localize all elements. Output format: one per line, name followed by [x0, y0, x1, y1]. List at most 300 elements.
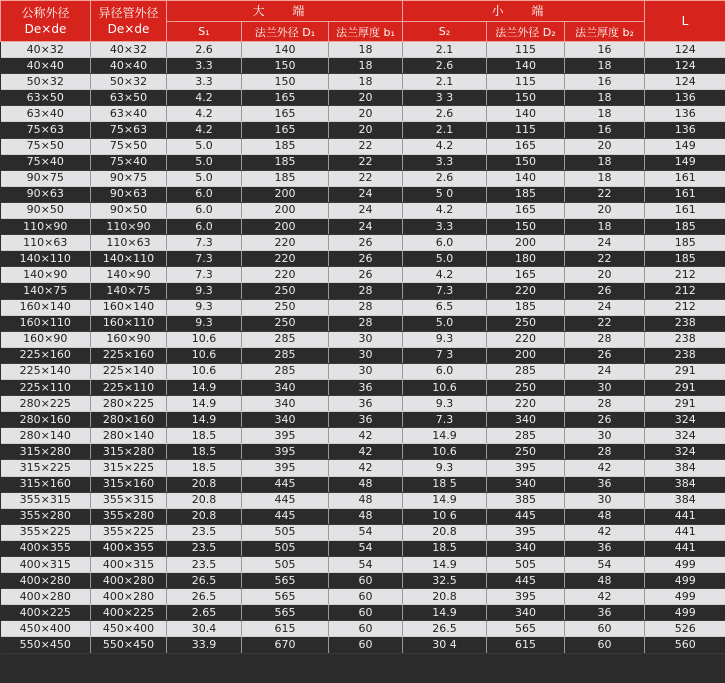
- cell-flange-od-1: 165: [242, 122, 329, 138]
- table-row: [1, 235, 725, 251]
- cell-flange-thk-2: 36: [565, 540, 645, 556]
- cell-flange-od-1: 220: [242, 235, 329, 251]
- cell-length: 291: [645, 363, 725, 379]
- cell-flange-thk-2: 28: [565, 396, 645, 412]
- header-reducer-od-unit: De×de: [107, 22, 150, 36]
- cell-length: 185: [645, 219, 725, 235]
- cell-flange-od-2: 250: [487, 444, 565, 460]
- cell-flange-od-1: 285: [242, 347, 329, 363]
- cell-s1: 5.0: [167, 138, 242, 154]
- cell-flange-thk-2: 42: [565, 524, 645, 540]
- cell-s2: 20.8: [403, 589, 487, 605]
- cell-s1: 30.4: [167, 621, 242, 637]
- cell-flange-od-2: 615: [487, 637, 565, 653]
- table-row: [1, 379, 725, 395]
- cell-reducer-od: 450×400: [91, 621, 167, 637]
- cell-flange-od-2: 445: [487, 508, 565, 524]
- table-row: [1, 589, 725, 605]
- cell-flange-od-1: 285: [242, 363, 329, 379]
- cell-length: 238: [645, 347, 725, 363]
- cell-flange-thk-2: 16: [565, 42, 645, 58]
- cell-reducer-od: 400×315: [91, 557, 167, 573]
- cell-length: 324: [645, 412, 725, 428]
- table-row: [1, 347, 725, 363]
- table-row: [1, 396, 725, 412]
- cell-s2: 3.3: [403, 154, 487, 170]
- cell-nominal-od: 63×50: [1, 90, 91, 106]
- cell-flange-od-2: 395: [487, 589, 565, 605]
- cell-nominal-od: 110×63: [1, 235, 91, 251]
- cell-nominal-od: 75×63: [1, 122, 91, 138]
- cell-flange-od-1: 185: [242, 138, 329, 154]
- cell-flange-thk-1: 28: [329, 315, 403, 331]
- cell-flange-od-1: 565: [242, 605, 329, 621]
- table-row: [1, 557, 725, 573]
- cell-flange-od-1: 395: [242, 444, 329, 460]
- cell-length: 499: [645, 605, 725, 621]
- cell-s1: 23.5: [167, 540, 242, 556]
- cell-s1: 14.9: [167, 379, 242, 395]
- cell-reducer-od: 280×225: [91, 396, 167, 412]
- table-row: [1, 621, 725, 637]
- cell-length: 161: [645, 170, 725, 186]
- cell-s2: 20.8: [403, 524, 487, 540]
- cell-s1: 7.3: [167, 267, 242, 283]
- cell-flange-thk-1: 60: [329, 621, 403, 637]
- cell-s2: 14.9: [403, 605, 487, 621]
- cell-s2: 5 0: [403, 186, 487, 202]
- cell-reducer-od: 355×280: [91, 508, 167, 524]
- cell-s1: 9.3: [167, 283, 242, 299]
- cell-flange-thk-2: 54: [565, 557, 645, 573]
- cell-flange-od-2: 140: [487, 170, 565, 186]
- cell-flange-od-2: 150: [487, 219, 565, 235]
- cell-length: 161: [645, 186, 725, 202]
- cell-flange-od-2: 115: [487, 74, 565, 90]
- cell-nominal-od: 90×50: [1, 202, 91, 218]
- cell-reducer-od: 75×50: [91, 138, 167, 154]
- cell-s1: 7.3: [167, 251, 242, 267]
- cell-reducer-od: 225×160: [91, 347, 167, 363]
- cell-nominal-od: 90×75: [1, 170, 91, 186]
- cell-s1: 23.5: [167, 557, 242, 573]
- cell-s1: 18.5: [167, 460, 242, 476]
- table-row: [1, 42, 725, 58]
- cell-flange-thk-2: 24: [565, 363, 645, 379]
- cell-nominal-od: 315×280: [1, 444, 91, 460]
- cell-flange-od-1: 670: [242, 637, 329, 653]
- cell-nominal-od: 160×110: [1, 315, 91, 331]
- cell-reducer-od: 550×450: [91, 637, 167, 653]
- cell-nominal-od: 50×32: [1, 74, 91, 90]
- header-reducer-od-label: 异径管外径: [98, 6, 159, 20]
- cell-flange-od-1: 505: [242, 524, 329, 540]
- cell-flange-thk-1: 42: [329, 428, 403, 444]
- cell-nominal-od: 75×40: [1, 154, 91, 170]
- cell-reducer-od: 400×355: [91, 540, 167, 556]
- table-row: [1, 331, 725, 347]
- cell-flange-thk-2: 28: [565, 331, 645, 347]
- cell-flange-od-1: 565: [242, 589, 329, 605]
- cell-flange-thk-2: 28: [565, 444, 645, 460]
- cell-flange-od-2: 115: [487, 42, 565, 58]
- cell-flange-thk-2: 60: [565, 621, 645, 637]
- cell-flange-thk-2: 26: [565, 283, 645, 299]
- cell-flange-thk-1: 42: [329, 444, 403, 460]
- cell-s1: 6.0: [167, 219, 242, 235]
- cell-length: 441: [645, 540, 725, 556]
- cell-length: 291: [645, 396, 725, 412]
- cell-reducer-od: 355×225: [91, 524, 167, 540]
- cell-s1: 20.8: [167, 492, 242, 508]
- cell-reducer-od: 75×63: [91, 122, 167, 138]
- cell-flange-od-1: 150: [242, 58, 329, 74]
- cell-flange-od-1: 445: [242, 508, 329, 524]
- cell-length: 499: [645, 573, 725, 589]
- cell-flange-od-2: 140: [487, 106, 565, 122]
- cell-s1: 20.8: [167, 508, 242, 524]
- cell-flange-od-2: 340: [487, 412, 565, 428]
- cell-flange-thk-2: 24: [565, 235, 645, 251]
- cell-flange-od-1: 340: [242, 379, 329, 395]
- cell-reducer-od: 110×90: [91, 219, 167, 235]
- cell-flange-thk-2: 20: [565, 138, 645, 154]
- cell-reducer-od: 225×110: [91, 379, 167, 395]
- cell-length: 560: [645, 637, 725, 653]
- cell-s1: 9.3: [167, 315, 242, 331]
- cell-reducer-od: 110×63: [91, 235, 167, 251]
- cell-nominal-od: 400×355: [1, 540, 91, 556]
- cell-flange-od-2: 150: [487, 90, 565, 106]
- cell-s2: 9.3: [403, 331, 487, 347]
- cell-s1: 5.0: [167, 154, 242, 170]
- cell-flange-thk-1: 20: [329, 122, 403, 138]
- cell-flange-od-1: 220: [242, 251, 329, 267]
- cell-flange-od-2: 385: [487, 492, 565, 508]
- table-row: [1, 283, 725, 299]
- cell-flange-od-2: 285: [487, 428, 565, 444]
- cell-flange-thk-1: 30: [329, 363, 403, 379]
- table-row: [1, 299, 725, 315]
- cell-flange-od-1: 185: [242, 170, 329, 186]
- cell-flange-od-1: 395: [242, 428, 329, 444]
- cell-reducer-od: 90×50: [91, 202, 167, 218]
- cell-s2: 14.9: [403, 557, 487, 573]
- cell-length: 124: [645, 58, 725, 74]
- table-row: [1, 428, 725, 444]
- header-s2: S₂: [403, 22, 487, 42]
- cell-reducer-od: 315×160: [91, 476, 167, 492]
- cell-nominal-od: 160×90: [1, 331, 91, 347]
- cell-flange-thk-1: 48: [329, 508, 403, 524]
- cell-reducer-od: 355×315: [91, 492, 167, 508]
- table-row: [1, 154, 725, 170]
- cell-s1: 3.3: [167, 74, 242, 90]
- cell-length: 161: [645, 202, 725, 218]
- cell-s2: 4.2: [403, 138, 487, 154]
- cell-flange-thk-2: 20: [565, 202, 645, 218]
- cell-flange-od-1: 165: [242, 90, 329, 106]
- cell-s1: 2.6: [167, 42, 242, 58]
- cell-flange-thk-2: 42: [565, 589, 645, 605]
- cell-s1: 6.0: [167, 186, 242, 202]
- cell-length: 212: [645, 299, 725, 315]
- table-row: [1, 315, 725, 331]
- cell-s2: 7 3: [403, 347, 487, 363]
- cell-length: 384: [645, 476, 725, 492]
- header-nominal-od: [1, 1, 91, 42]
- cell-flange-thk-2: 18: [565, 106, 645, 122]
- cell-length: 149: [645, 154, 725, 170]
- cell-flange-thk-2: 18: [565, 219, 645, 235]
- cell-flange-thk-2: 36: [565, 476, 645, 492]
- cell-nominal-od: 280×225: [1, 396, 91, 412]
- cell-flange-od-2: 220: [487, 283, 565, 299]
- cell-reducer-od: 280×160: [91, 412, 167, 428]
- cell-flange-thk-2: 26: [565, 412, 645, 428]
- cell-s2: 2.1: [403, 42, 487, 58]
- cell-s2: 5.0: [403, 251, 487, 267]
- cell-flange-thk-2: 20: [565, 267, 645, 283]
- cell-s2: 3.3: [403, 219, 487, 235]
- cell-flange-od-1: 565: [242, 573, 329, 589]
- cell-flange-od-1: 340: [242, 412, 329, 428]
- cell-nominal-od: 225×110: [1, 379, 91, 395]
- cell-s2: 4.2: [403, 267, 487, 283]
- cell-s1: 10.6: [167, 363, 242, 379]
- cell-nominal-od: 355×315: [1, 492, 91, 508]
- cell-flange-thk-1: 18: [329, 74, 403, 90]
- cell-flange-od-2: 250: [487, 315, 565, 331]
- cell-flange-thk-2: 18: [565, 154, 645, 170]
- cell-reducer-od: 400×280: [91, 573, 167, 589]
- table-row: [1, 492, 725, 508]
- cell-reducer-od: 315×280: [91, 444, 167, 460]
- cell-flange-od-2: 185: [487, 186, 565, 202]
- table-row: [1, 170, 725, 186]
- cell-s2: 14.9: [403, 492, 487, 508]
- cell-s2: 10.6: [403, 379, 487, 395]
- cell-s2: 7.3: [403, 283, 487, 299]
- cell-flange-od-2: 150: [487, 154, 565, 170]
- cell-flange-thk-1: 22: [329, 154, 403, 170]
- cell-flange-od-2: 220: [487, 396, 565, 412]
- cell-length: 149: [645, 138, 725, 154]
- cell-flange-od-1: 220: [242, 267, 329, 283]
- cell-nominal-od: 315×225: [1, 460, 91, 476]
- table-row: [1, 267, 725, 283]
- cell-reducer-od: 75×40: [91, 154, 167, 170]
- table-row: [1, 540, 725, 556]
- cell-nominal-od: 140×75: [1, 283, 91, 299]
- cell-flange-thk-1: 36: [329, 396, 403, 412]
- cell-nominal-od: 355×225: [1, 524, 91, 540]
- cell-s1: 9.3: [167, 299, 242, 315]
- cell-nominal-od: 40×32: [1, 42, 91, 58]
- table-row: [1, 476, 725, 492]
- cell-s2: 2.6: [403, 106, 487, 122]
- cell-flange-thk-1: 60: [329, 573, 403, 589]
- cell-nominal-od: 315×160: [1, 476, 91, 492]
- cell-length: 212: [645, 267, 725, 283]
- cell-flange-od-1: 165: [242, 106, 329, 122]
- cell-nominal-od: 90×63: [1, 186, 91, 202]
- cell-reducer-od: 140×90: [91, 267, 167, 283]
- cell-flange-thk-2: 36: [565, 605, 645, 621]
- table-row: [1, 524, 725, 540]
- cell-flange-od-1: 200: [242, 186, 329, 202]
- cell-flange-thk-1: 48: [329, 476, 403, 492]
- header-flange-thk-1: 法兰厚度 b₁: [329, 22, 403, 42]
- cell-flange-od-2: 185: [487, 299, 565, 315]
- cell-s2: 2.1: [403, 122, 487, 138]
- cell-s1: 2.65: [167, 605, 242, 621]
- header-flange-od-1: 法兰外径 D₁: [242, 22, 329, 42]
- cell-flange-od-1: 445: [242, 492, 329, 508]
- cell-flange-thk-1: 26: [329, 251, 403, 267]
- cell-flange-thk-1: 30: [329, 331, 403, 347]
- cell-flange-od-2: 340: [487, 605, 565, 621]
- cell-flange-od-2: 285: [487, 363, 565, 379]
- header-s1: S₁: [167, 22, 242, 42]
- cell-s1: 18.5: [167, 428, 242, 444]
- cell-flange-od-2: 565: [487, 621, 565, 637]
- cell-flange-thk-1: 60: [329, 637, 403, 653]
- cell-s2: 10 6: [403, 508, 487, 524]
- cell-length: 136: [645, 122, 725, 138]
- cell-flange-od-1: 340: [242, 396, 329, 412]
- cell-flange-od-1: 250: [242, 283, 329, 299]
- cell-flange-od-2: 220: [487, 331, 565, 347]
- cell-s2: 6.5: [403, 299, 487, 315]
- cell-flange-thk-1: 20: [329, 90, 403, 106]
- cell-nominal-od: 400×280: [1, 573, 91, 589]
- cell-length: 185: [645, 235, 725, 251]
- cell-flange-od-1: 185: [242, 154, 329, 170]
- cell-s2: 26.5: [403, 621, 487, 637]
- cell-flange-thk-1: 60: [329, 589, 403, 605]
- table-row: [1, 106, 725, 122]
- cell-reducer-od: 63×40: [91, 106, 167, 122]
- cell-flange-od-1: 445: [242, 476, 329, 492]
- cell-s2: 14.9: [403, 428, 487, 444]
- cell-reducer-od: 140×75: [91, 283, 167, 299]
- cell-flange-od-2: 340: [487, 540, 565, 556]
- cell-s2: 2.6: [403, 170, 487, 186]
- cell-flange-od-1: 505: [242, 557, 329, 573]
- cell-length: 324: [645, 428, 725, 444]
- cell-flange-thk-2: 48: [565, 573, 645, 589]
- cell-flange-od-2: 165: [487, 202, 565, 218]
- cell-reducer-od: 160×90: [91, 331, 167, 347]
- cell-length: 499: [645, 589, 725, 605]
- cell-flange-thk-2: 16: [565, 74, 645, 90]
- cell-nominal-od: 550×450: [1, 637, 91, 653]
- cell-s2: 18.5: [403, 540, 487, 556]
- cell-s2: 2.6: [403, 58, 487, 74]
- cell-s2: 18 5: [403, 476, 487, 492]
- cell-nominal-od: 75×50: [1, 138, 91, 154]
- table-row: [1, 573, 725, 589]
- cell-reducer-od: 280×140: [91, 428, 167, 444]
- cell-s2: 7.3: [403, 412, 487, 428]
- cell-flange-thk-1: 36: [329, 379, 403, 395]
- table-row: [1, 138, 725, 154]
- cell-flange-thk-1: 30: [329, 347, 403, 363]
- cell-flange-od-2: 165: [487, 138, 565, 154]
- table-row: [1, 186, 725, 202]
- header-nominal-od-label: 公称外径: [21, 6, 70, 20]
- cell-reducer-od: 90×75: [91, 170, 167, 186]
- cell-flange-thk-2: 22: [565, 315, 645, 331]
- cell-nominal-od: 63×40: [1, 106, 91, 122]
- cell-flange-thk-1: 42: [329, 460, 403, 476]
- cell-flange-od-1: 505: [242, 540, 329, 556]
- cell-flange-thk-2: 24: [565, 299, 645, 315]
- cell-s1: 4.2: [167, 90, 242, 106]
- cell-length: 124: [645, 42, 725, 58]
- cell-flange-thk-2: 22: [565, 251, 645, 267]
- cell-length: 212: [645, 283, 725, 299]
- cell-flange-od-2: 180: [487, 251, 565, 267]
- cell-s1: 4.2: [167, 106, 242, 122]
- cell-flange-thk-1: 54: [329, 557, 403, 573]
- cell-flange-thk-2: 18: [565, 170, 645, 186]
- cell-flange-od-2: 165: [487, 267, 565, 283]
- cell-length: 124: [645, 74, 725, 90]
- cell-flange-od-2: 200: [487, 235, 565, 251]
- cell-flange-od-1: 250: [242, 299, 329, 315]
- cell-flange-od-1: 140: [242, 42, 329, 58]
- cell-flange-od-1: 285: [242, 331, 329, 347]
- cell-nominal-od: 450×400: [1, 621, 91, 637]
- cell-flange-thk-2: 60: [565, 637, 645, 653]
- cell-s1: 6.0: [167, 202, 242, 218]
- cell-flange-thk-1: 18: [329, 42, 403, 58]
- cell-flange-thk-1: 22: [329, 138, 403, 154]
- cell-s1: 3.3: [167, 58, 242, 74]
- cell-flange-thk-2: 30: [565, 379, 645, 395]
- cell-flange-thk-1: 18: [329, 58, 403, 74]
- cell-s2: 6.0: [403, 363, 487, 379]
- cell-flange-thk-1: 22: [329, 170, 403, 186]
- cell-length: 324: [645, 444, 725, 460]
- table-row: [1, 444, 725, 460]
- cell-flange-thk-1: 54: [329, 524, 403, 540]
- cell-flange-thk-2: 42: [565, 460, 645, 476]
- cell-s2: 4.2: [403, 202, 487, 218]
- cell-reducer-od: 400×225: [91, 605, 167, 621]
- cell-nominal-od: 110×90: [1, 219, 91, 235]
- cell-length: 136: [645, 106, 725, 122]
- cell-flange-od-1: 200: [242, 202, 329, 218]
- cell-flange-thk-1: 36: [329, 412, 403, 428]
- cell-s1: 23.5: [167, 524, 242, 540]
- table-row: [1, 90, 725, 106]
- cell-length: 384: [645, 460, 725, 476]
- cell-s1: 26.5: [167, 573, 242, 589]
- cell-length: 441: [645, 524, 725, 540]
- table-row: [1, 508, 725, 524]
- cell-s2: 5.0: [403, 315, 487, 331]
- cell-reducer-od: 315×225: [91, 460, 167, 476]
- cell-length: 136: [645, 90, 725, 106]
- cell-flange-thk-2: 18: [565, 58, 645, 74]
- cell-flange-od-1: 395: [242, 460, 329, 476]
- cell-nominal-od: 140×90: [1, 267, 91, 283]
- table-row: [1, 605, 725, 621]
- cell-nominal-od: 225×140: [1, 363, 91, 379]
